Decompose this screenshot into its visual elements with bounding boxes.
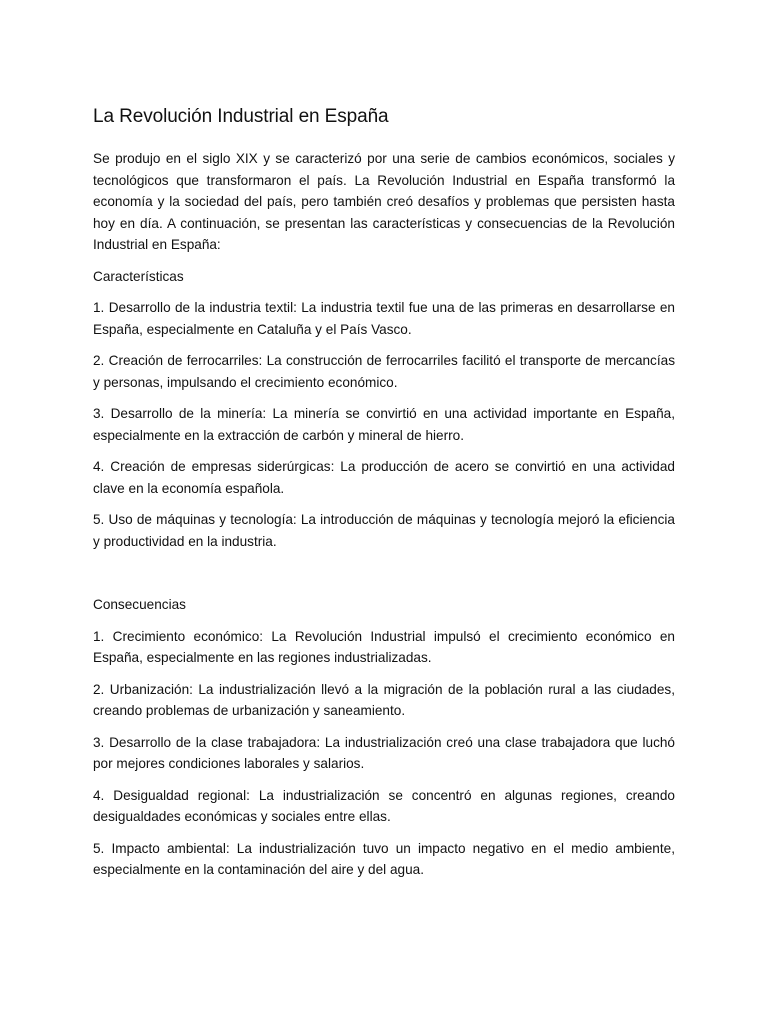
- characteristics-heading: Características: [93, 268, 184, 284]
- consequence-item: 5. Impacto ambiental: La industrialización tuvo un impacto negativo en el medio ambiente, especialmente en la contaminación del aire y del agua.: [93, 840, 675, 877]
- characteristic-item: 1. Desarrollo de la industria textil: La industria textil fue una de las primeras en desarrollarse en España, especialmente en Cataluña y el País Vasco.: [93, 300, 675, 337]
- consequence-item: 3. Desarrollo de la clase trabajadora: La industrialización creó una clase trabajadora que luchó por mejores condiciones laborales y salarios.: [93, 734, 675, 771]
- characteristic-item: 4. Creación de empresas siderúrgicas: La producción de acero se convirtió en una actividad clave en la economía española.: [93, 459, 675, 496]
- section-spacer: [93, 562, 675, 594]
- characteristics-section: [93, 266, 675, 553]
- consequence-item: 4. Desigualdad regional: La industrialización se concentró en algunas regiones, creando desigualdades económicas y sociales entre ellas.: [93, 787, 675, 824]
- characteristic-item: 2. Creación de ferrocarriles: La construcción de ferrocarriles facilitó el transporte de mercancías y personas, impulsando el crecimiento económico.: [93, 353, 675, 390]
- consequences-heading: Consecuencias: [93, 597, 186, 612]
- characteristic-item: 3. Desarrollo de la minería: La minería se convirtió en una actividad importante en España, especialmente en la extracción de carbón y mineral de hierro.: [93, 406, 675, 443]
- document-page: [93, 104, 675, 891]
- consequence-item: 1. Crecimiento económico: La Revolución Industrial impulsó el crecimiento económico en España, especialmente en las regiones industrializadas.: [93, 628, 675, 665]
- consequence-item: 2. Urbanización: La industrialización llevó a la migración de la población rural a las ciudades, creando problemas de urbanización y saneamiento.: [93, 681, 675, 718]
- intro-paragraph: Se produjo en el siglo XIX y se caracterizó por una serie de cambios económicos, sociales y tecnológicos que transformaron el país. La Revolución Industrial en España transformó la economía y la sociedad del país, pero también creó desafíos y problemas que persisten hasta hoy en día. A continuación, se presentan las características y consecuencias de la Revolución Industrial en España:: [93, 151, 675, 252]
- characteristic-item: 5. Uso de máquinas y tecnología: La introducción de máquinas y tecnología mejoró la eficiencia y productividad en la industria.: [93, 512, 675, 549]
- document-title: La Revolución Industrial en España: [93, 106, 389, 127]
- consequences-section: [93, 594, 675, 881]
